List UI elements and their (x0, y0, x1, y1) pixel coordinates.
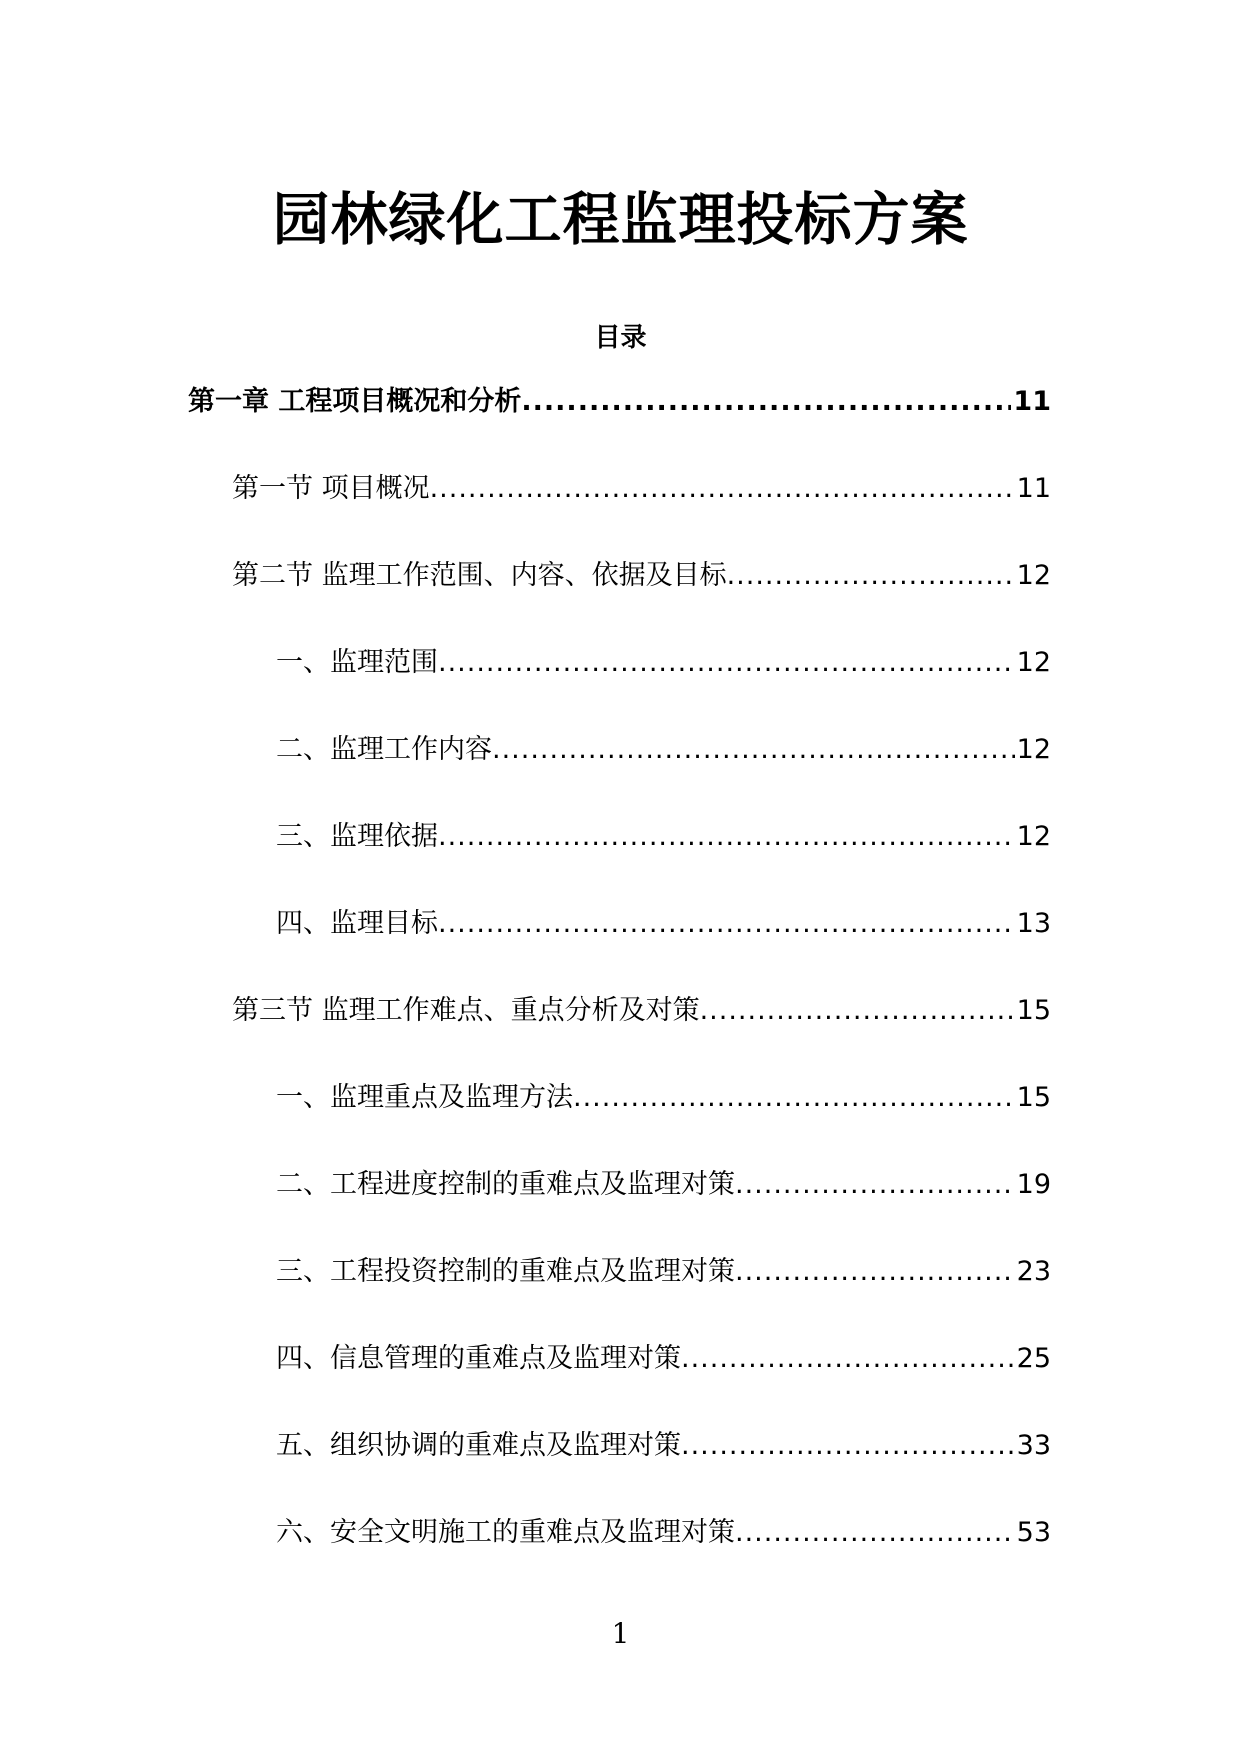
toc-entry-page: 12 (1016, 560, 1051, 591)
toc-entry-title: 二、工程进度控制的重难点及监理对策 (276, 1169, 735, 1200)
toc-dot-leader (681, 1424, 1015, 1468)
toc-entry-title: 三、工程投资控制的重难点及监理对策 (276, 1256, 735, 1287)
toc-entry-item[interactable] (0, 1163, 1241, 1250)
toc-entry-page: 11 (1013, 386, 1051, 417)
toc-dot-leader (681, 1337, 1015, 1381)
toc-entry-title: 第一章 工程项目概况和分析 (188, 386, 522, 417)
toc-entry-title: 三、监理依据 (276, 821, 438, 852)
toc-dot-leader (438, 902, 1015, 946)
toc-entry-item[interactable] (0, 1337, 1241, 1424)
toc-entry-title: 一、监理范围 (276, 647, 438, 678)
toc-dot-leader (521, 380, 1011, 424)
toc-entry-title: 一、监理重点及监理方法 (276, 1082, 573, 1113)
toc-entry-title: 第三节 监理工作难点、重点分析及对策 (232, 995, 700, 1026)
toc-heading: 目录 (594, 323, 647, 353)
toc-dot-leader (492, 728, 1015, 772)
toc-entry-title: 四、信息管理的重难点及监理对策 (276, 1343, 681, 1374)
toc-entry-page: 11 (1016, 473, 1051, 504)
toc-dot-leader (438, 641, 1015, 685)
toc-entry-title: 第一节 项目概况 (232, 473, 430, 504)
toc-entry-page: 15 (1016, 995, 1051, 1026)
toc-entry-page: 53 (1016, 1517, 1051, 1548)
toc-entry-item[interactable] (0, 1511, 1241, 1598)
toc-dot-leader (727, 554, 1015, 598)
toc-entry-section-3[interactable] (0, 989, 1241, 1076)
toc-dot-leader (430, 467, 1015, 511)
toc-entry-item[interactable] (0, 1250, 1241, 1337)
toc-dot-leader (573, 1076, 1015, 1120)
toc-dot-leader (735, 1163, 1015, 1207)
toc-entry-item[interactable] (0, 728, 1241, 815)
toc-dot-leader (438, 815, 1015, 859)
toc-entry-title: 第二节 监理工作范围、内容、依据及目标 (232, 560, 727, 591)
toc-entry-item[interactable] (0, 815, 1241, 902)
toc-dot-leader (700, 989, 1015, 1033)
toc-entry-title: 二、监理工作内容 (276, 734, 492, 765)
toc-entry-title: 四、监理目标 (276, 908, 438, 939)
toc-dot-leader (735, 1511, 1015, 1555)
document-title: 园林绿化工程监理投标方案 (272, 187, 969, 253)
toc-entry-item[interactable] (0, 641, 1241, 728)
table-of-contents (0, 380, 1241, 1598)
toc-entry-title: 五、组织协调的重难点及监理对策 (276, 1430, 681, 1461)
toc-entry-page: 33 (1016, 1430, 1051, 1461)
toc-entry-item[interactable] (0, 902, 1241, 989)
toc-dot-leader (735, 1250, 1015, 1294)
toc-entry-item[interactable] (0, 1076, 1241, 1163)
toc-entry-chapter-1[interactable] (0, 380, 1241, 467)
toc-entry-page: 19 (1016, 1169, 1051, 1200)
toc-entry-page: 13 (1016, 908, 1051, 939)
toc-entry-title: 六、安全文明施工的重难点及监理对策 (276, 1517, 735, 1548)
toc-entry-page: 12 (1016, 647, 1051, 678)
toc-entry-page: 23 (1016, 1256, 1051, 1287)
toc-entry-page: 12 (1016, 821, 1051, 852)
toc-entry-item[interactable] (0, 1424, 1241, 1511)
toc-entry-page: 12 (1016, 734, 1051, 765)
toc-entry-page: 25 (1016, 1343, 1051, 1374)
toc-entry-section-1[interactable] (0, 467, 1241, 554)
toc-entry-section-2[interactable] (0, 554, 1241, 641)
page-number: 1 (611, 1617, 630, 1650)
toc-entry-page: 15 (1016, 1082, 1051, 1113)
